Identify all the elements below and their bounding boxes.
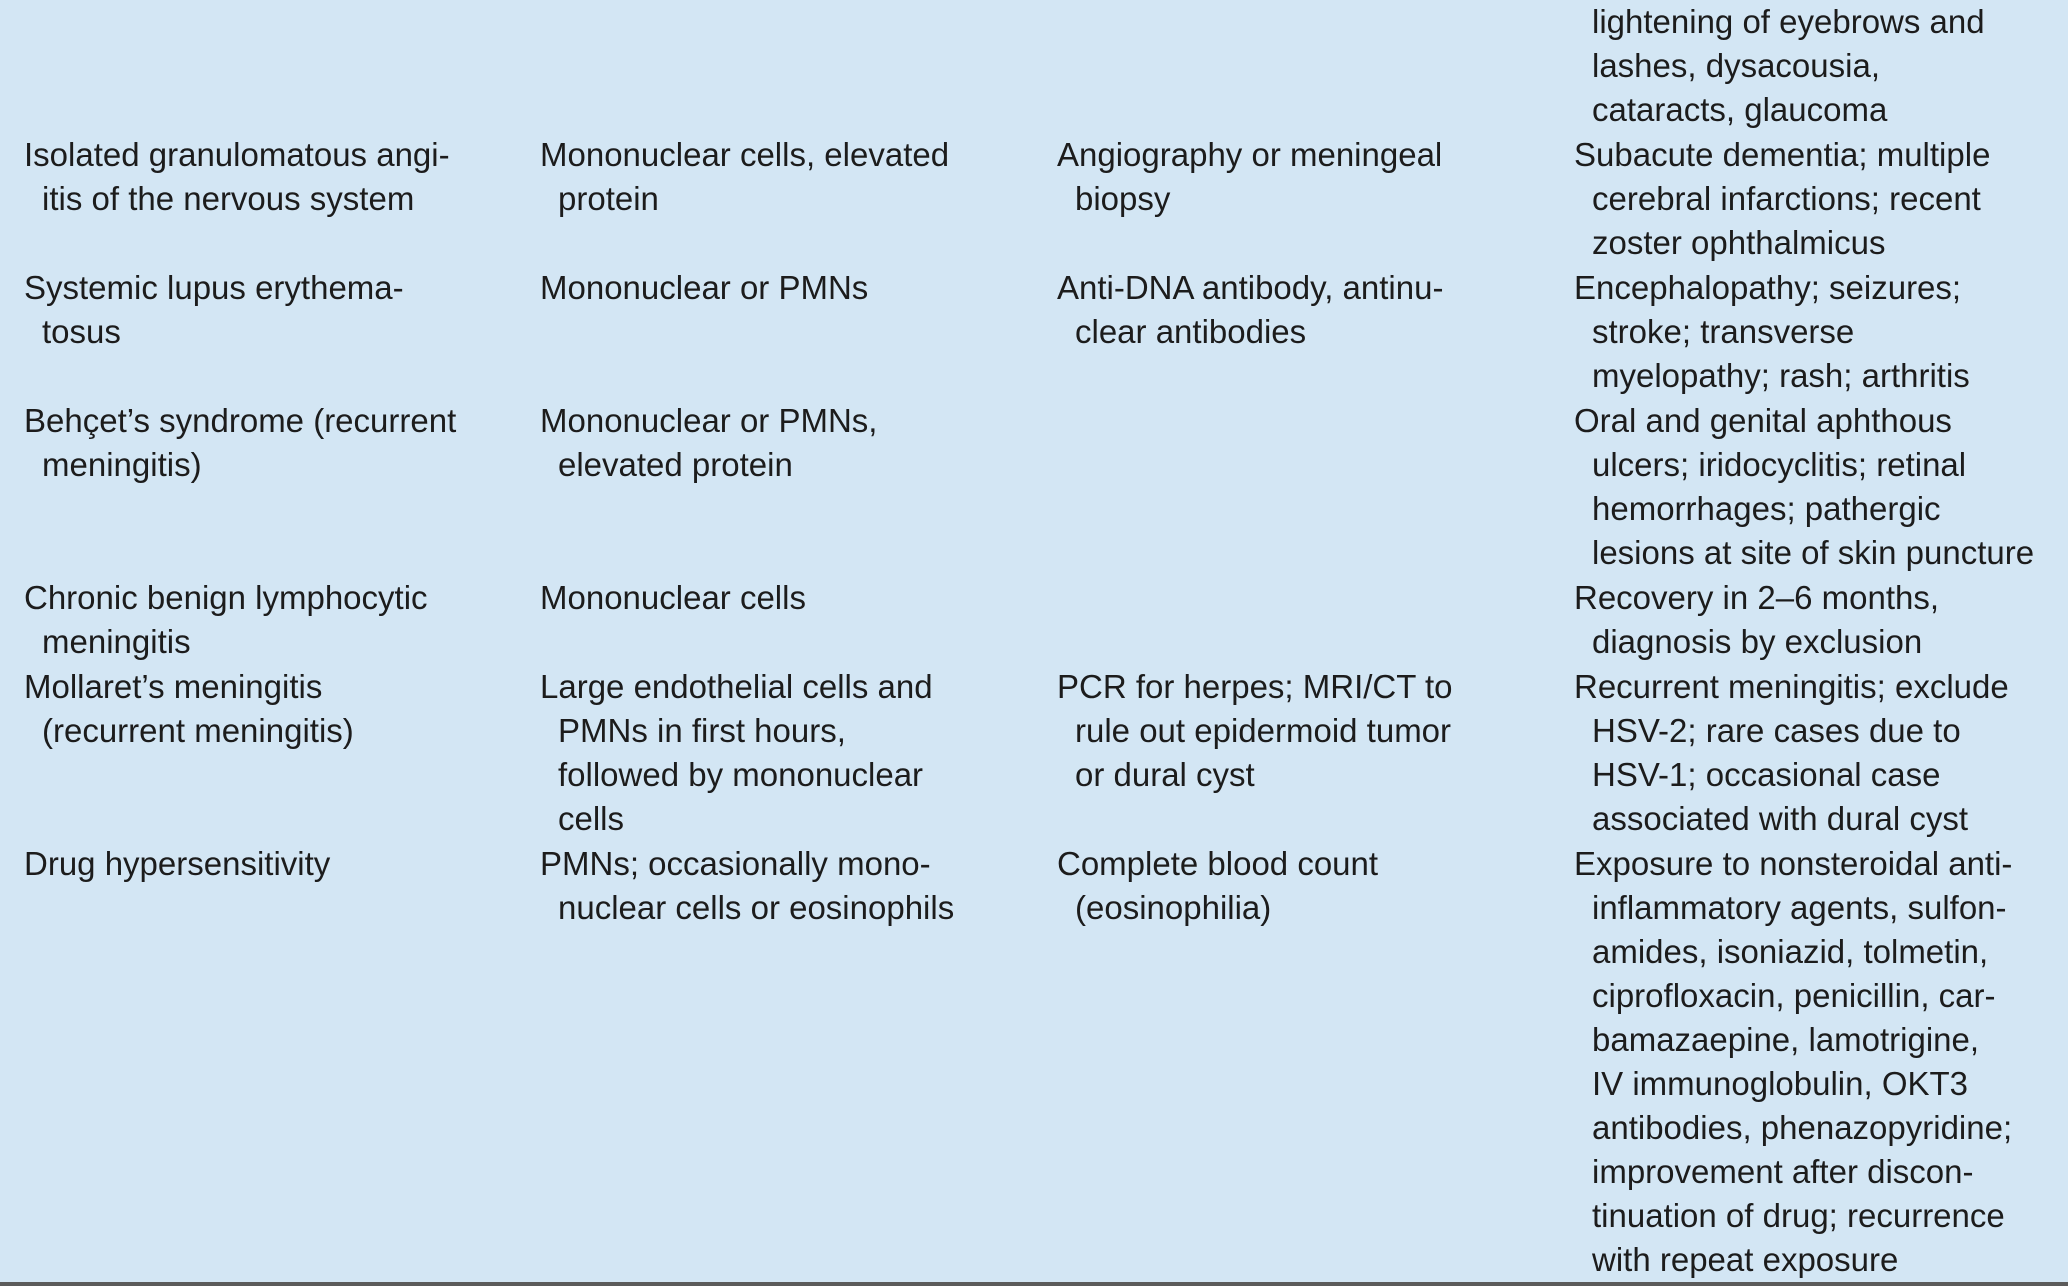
cell-line: ulcers; iridocyclitis; retinal <box>1592 446 1967 483</box>
cell-line: myelopathy; rash; arthritis <box>1592 357 1970 394</box>
cell-disease <box>24 665 354 753</box>
cell-features <box>1574 842 2012 1282</box>
cell-line: lashes, dysacousia, <box>1592 47 1880 84</box>
cell-line: HSV-2; rare cases due to <box>1592 712 1961 749</box>
cell-line: Anti-DNA antibody, antinu- <box>1057 269 1444 306</box>
cell-line: Mononuclear or PMNs <box>540 269 869 306</box>
cell-line: lesions at site of skin puncture <box>1592 534 2035 571</box>
cell-tests <box>1057 266 1443 354</box>
cell-line: PCR for herpes; MRI/CT to <box>1057 668 1453 705</box>
cell-csf <box>540 133 949 221</box>
cell-disease <box>24 133 450 221</box>
cell-csf <box>540 842 954 930</box>
cell-line: stroke; transverse <box>1592 313 1855 350</box>
cell-line: meningitis <box>42 623 191 660</box>
cell-line: Chronic benign lymphocytic <box>24 579 428 616</box>
cell-line: hemorrhages; pathergic <box>1592 490 1941 527</box>
cell-line: rule out epidermoid tumor <box>1075 712 1452 749</box>
cell-line: Behçet’s syndrome (recurrent <box>24 402 457 439</box>
cell-line: cerebral infarctions; recent <box>1592 180 1981 217</box>
cell-line: zoster ophthalmicus <box>1592 224 1886 261</box>
cell-csf <box>540 399 877 487</box>
cell-line: Complete blood count <box>1057 845 1379 882</box>
cell-line: cells <box>558 800 625 837</box>
cell-line: tinuation of drug; recurrence <box>1592 1197 2005 1234</box>
cell-line: Mononuclear cells <box>540 579 806 616</box>
cell-tests <box>1057 665 1453 797</box>
cell-line: Systemic lupus erythema- <box>24 269 404 306</box>
cell-features <box>1574 576 1939 664</box>
cell-line: with repeat exposure <box>1592 1241 1899 1278</box>
cell-line: antibodies, phenazopyridine; <box>1592 1109 2013 1146</box>
cell-line: IV immunoglobulin, OKT3 <box>1592 1065 1969 1102</box>
cell-tests <box>1057 842 1378 930</box>
cell-features <box>1574 665 2009 841</box>
cell-line: clear antibodies <box>1075 313 1307 350</box>
cell-line: PMNs in first hours, <box>558 712 846 749</box>
cell-line: meningitis) <box>42 446 202 483</box>
cell-line: Oral and genital aphthous <box>1574 402 1952 439</box>
cell-csf <box>540 576 806 620</box>
cell-disease <box>24 576 428 664</box>
cell-line: Isolated granulomatous angi- <box>24 136 450 173</box>
cell-line: improvement after discon- <box>1592 1153 1974 1190</box>
cell-line: or dural cyst <box>1075 756 1255 793</box>
table-bottom-rule <box>0 1282 2068 1286</box>
cell-line: Recurrent meningitis; exclude <box>1574 668 2009 705</box>
cell-line: inflammatory agents, sulfon- <box>1592 889 2007 926</box>
cell-line: protein <box>558 180 659 217</box>
cell-disease <box>24 399 456 487</box>
cell-line: tosus <box>42 313 121 350</box>
cell-line: Mollaret’s meningitis <box>24 668 323 705</box>
cell-line: amides, isoniazid, tolmetin, <box>1592 933 1989 970</box>
cell-line: Angiography or meningeal <box>1057 136 1443 173</box>
cell-line: (eosinophilia) <box>1075 889 1272 926</box>
cell-tests <box>1057 133 1442 221</box>
cell-line: Large endothelial cells and <box>540 668 933 705</box>
cell-line: associated with dural cyst <box>1592 800 1969 837</box>
cell-line: Drug hypersensitivity <box>24 845 331 882</box>
cell-features <box>1574 133 1990 265</box>
cell-disease <box>24 266 404 354</box>
cell-line: Exposure to nonsteroidal anti- <box>1574 845 2013 882</box>
cell-line: followed by mononuclear <box>558 756 924 793</box>
cell-line: ciprofloxacin, penicillin, car- <box>1592 977 1996 1014</box>
cell-line: HSV-1; occasional case <box>1592 756 1941 793</box>
cell-line: lightening of eyebrows and <box>1592 3 1985 40</box>
cell-disease <box>24 842 330 886</box>
cell-line: cataracts, glaucoma <box>1592 91 1888 128</box>
cell-line: Subacute dementia; multiple <box>1574 136 1991 173</box>
cell-line: (recurrent meningitis) <box>42 712 354 749</box>
cell-csf <box>540 266 868 310</box>
cell-line: Recovery in 2–6 months, <box>1574 579 1940 616</box>
cell-features <box>1574 399 2034 575</box>
cell-line: Mononuclear or PMNs, <box>540 402 878 439</box>
cell-line: diagnosis by exclusion <box>1592 623 1923 660</box>
cell-line: Mononuclear cells, elevated <box>540 136 950 173</box>
cell-csf <box>540 665 933 841</box>
cell-line: PMNs; occasionally mono- <box>540 845 931 882</box>
cell-line: elevated protein <box>558 446 793 483</box>
cell-line: itis of the nervous system <box>42 180 415 217</box>
cell-line: Encephalopathy; seizures; <box>1574 269 1962 306</box>
cell-features <box>1574 0 1985 132</box>
cell-line: bamazaepine, lamotrigine, <box>1592 1021 1980 1058</box>
cell-line: biopsy <box>1075 180 1171 217</box>
cell-features <box>1574 266 1970 398</box>
cell-line: nuclear cells or eosinophils <box>558 889 955 926</box>
